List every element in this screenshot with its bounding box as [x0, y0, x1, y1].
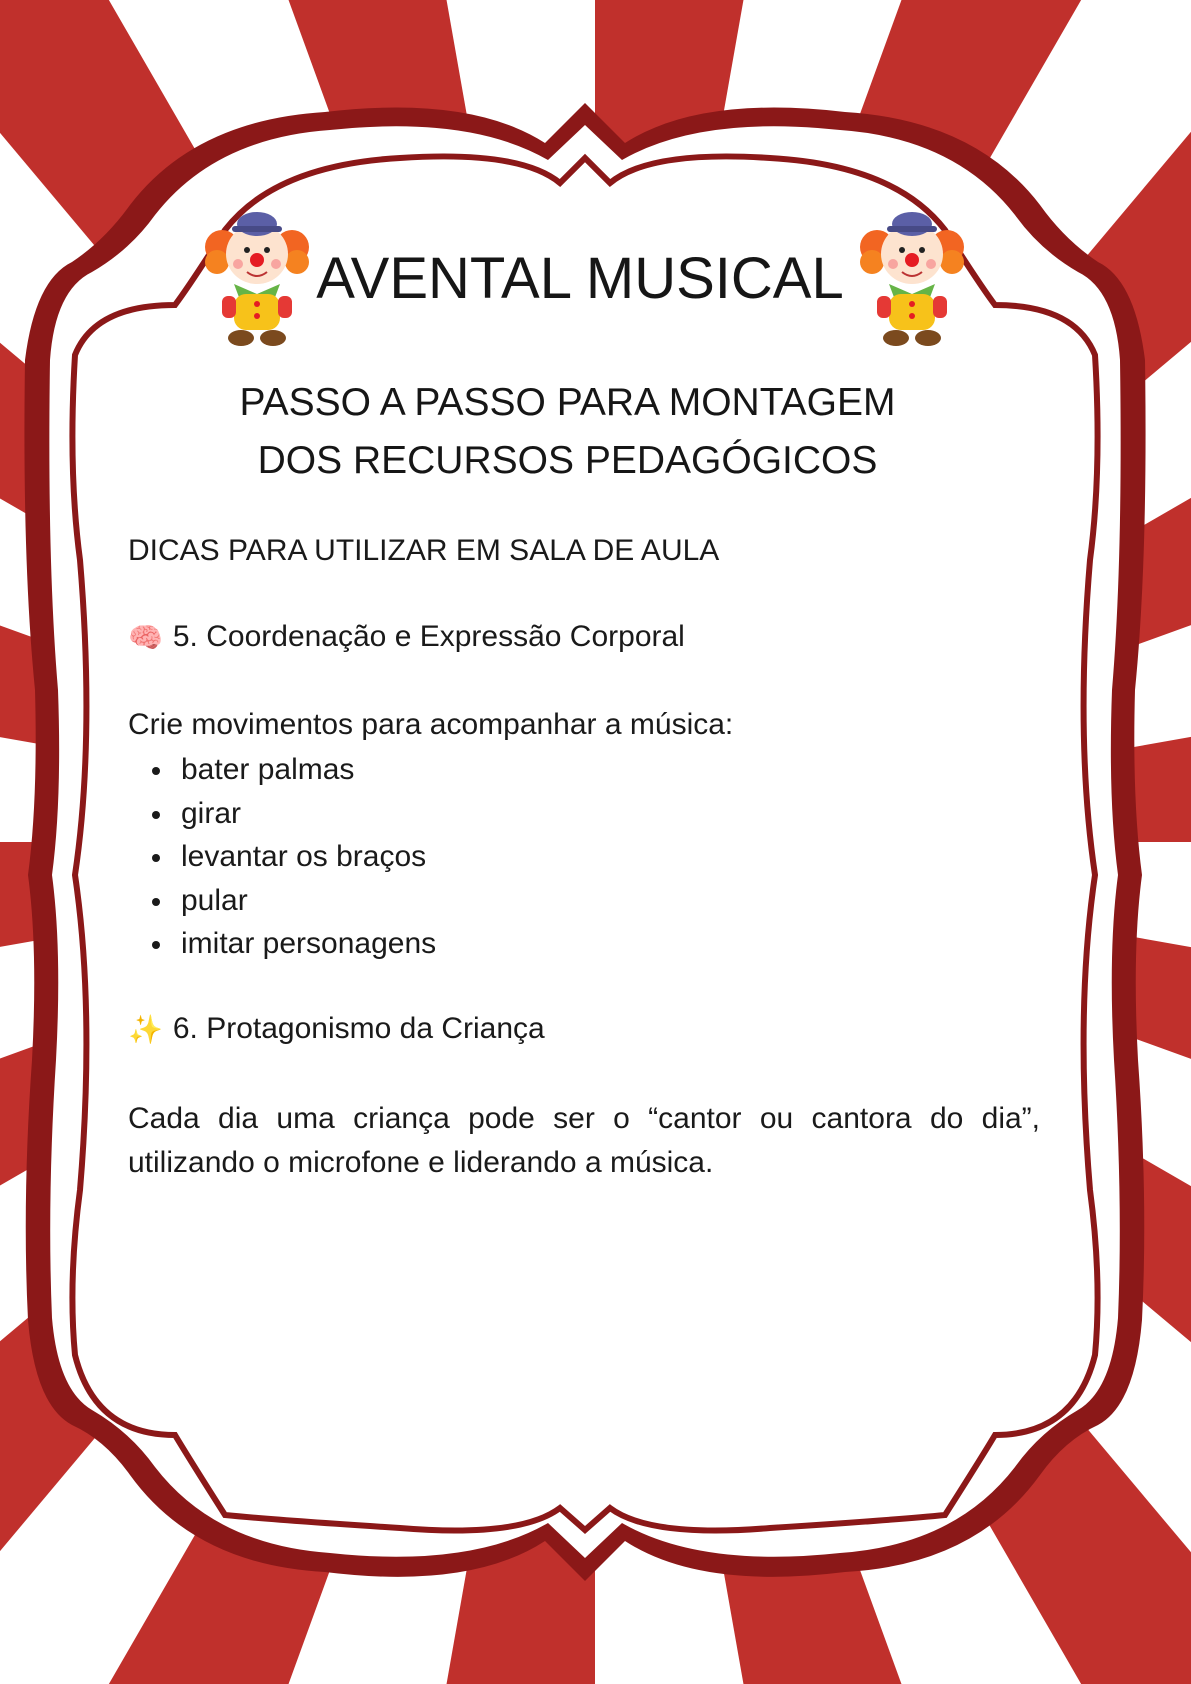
subtitle-line-2: DOS RECURSOS PEDAGÓGICOS	[257, 439, 878, 482]
item-6-heading	[128, 1012, 545, 1046]
movement-list	[150, 748, 436, 966]
clown-icon	[857, 212, 967, 352]
subtitle-line-1: PASSO A PASSO PARA MONTAGEM	[239, 381, 896, 424]
item-5-title: 5. Coordenação e Expressão Corporal	[172, 620, 685, 653]
brain-icon: 🧠	[128, 620, 163, 654]
sparkles-icon: ✨	[128, 1012, 163, 1046]
list-item: imitar personagens	[150, 922, 436, 966]
list-item: bater palmas	[150, 748, 436, 792]
item-5-intro: Crie movimentos para acompanhar a música:	[128, 708, 734, 741]
list-item: girar	[150, 792, 436, 836]
list-item: levantar os braços	[150, 835, 436, 879]
section-label: DICAS PARA UTILIZAR EM SALA DE AULA	[128, 534, 720, 567]
item-6-title: 6. Protagonismo da Criança	[172, 1012, 545, 1045]
item-5-heading	[128, 620, 685, 654]
subtitle	[150, 374, 985, 490]
clown-icon	[202, 212, 312, 352]
page-title: AVENTAL MUSICAL	[316, 246, 844, 311]
list-item: pular	[150, 879, 436, 923]
item-6-text: Cada dia uma criança pode ser o “cantor ou cantora do dia”, utilizando o microfone e liderando a música.	[128, 1102, 1040, 1179]
